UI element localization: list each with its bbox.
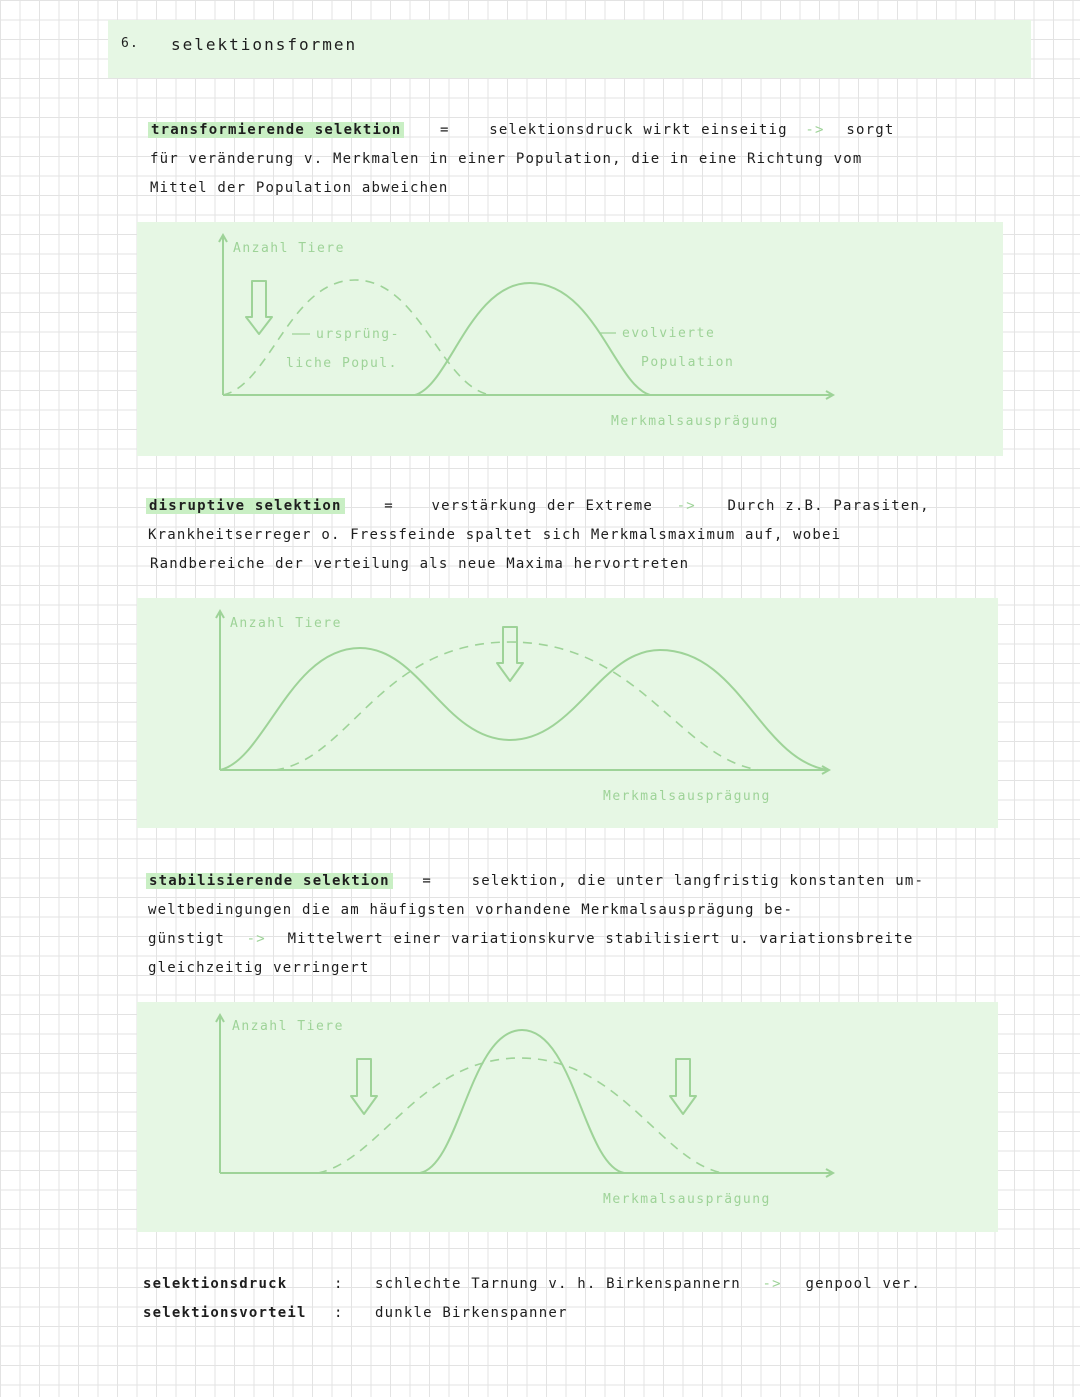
stabilizing-line-2: weltbedingungen die am häufigsten vorhandene Merkmalsausprägung be- [148,902,794,918]
definition-text-end: sorgt [846,122,895,138]
footer-druck-end: genpool ver. [805,1276,921,1292]
evolved-label-1: evolvierte [622,326,716,341]
y-axis-label: Anzahl Tiere [232,1019,344,1034]
y-axis-label: Anzahl Tiere [233,241,345,256]
transform-line-2: für veränderung v. Merkmalen in einer Population, die in eine Richtung vom [150,151,863,167]
original-label-2: liche Popul. [286,356,398,371]
arrow-right-icon: -> [246,931,266,947]
definition-text: verstärkung der Extreme [431,498,653,514]
definition-text: selektion, die unter langfristig konstanten um- [471,873,925,889]
footer-vorteil-text: dunkle Birkenspanner [375,1305,568,1321]
evolved-label-2: Population [641,355,735,370]
diagram-2-band [137,598,998,828]
footer-label-vorteil: selektionsvorteil [143,1305,307,1321]
stabilizing-text-a: günstigt [148,931,226,947]
stabilizing-line-4: gleichzeitig verringert [148,960,370,976]
x-axis-label: Merkmalsausprägung [611,414,779,429]
disruptive-line-1 [146,498,930,514]
footer-sep-2: : [334,1305,344,1321]
y-axis-label: Anzahl Tiere [230,616,342,631]
definition-text-end: Durch z.B. Parasiten, [727,498,930,514]
arrow-right-icon: -> [676,498,696,514]
definition-text: selektionsdruck wirkt einseitig [489,122,788,138]
page-title: selektionsformen [171,35,358,54]
equals-sign: = [440,122,450,138]
equals-sign: = [422,873,432,889]
x-axis-label: Merkmalsausprägung [603,1192,771,1207]
stabilizing-line-1 [146,873,924,889]
footer-text-1 [375,1276,921,1292]
disruptive-line-2: Krankheitserreger o. Fressfeinde spaltet sich Merkmalsmaximum auf, wobei [148,527,842,543]
equals-sign: = [384,498,394,514]
term-stabilisierend: stabilisierende selektion [146,873,393,889]
arrow-right-icon: -> [805,122,825,138]
term-disruptiv: disruptive selektion [146,498,345,514]
footer-sep-1: : [334,1276,344,1292]
footer-druck-text: schlechte Tarnung v. h. Birkenspannern [375,1276,741,1292]
disruptive-line-3: Randbereiche der verteilung als neue Maxima hervortreten [150,556,690,572]
term-transformierend: transformierende selektion [148,122,404,138]
section-number: 6. [121,36,140,51]
arrow-right-icon: -> [762,1276,782,1292]
transform-line-3: Mittel der Population abweichen [150,180,449,196]
x-axis-label: Merkmalsausprägung [603,789,771,804]
stabilizing-text-b: Mittelwert einer variationskurve stabilisiert u. variationsbreite [287,931,914,947]
original-label-1: ursprüng- [316,327,400,342]
stabilizing-line-3 [148,931,913,947]
transform-line-1 [148,122,894,138]
diagram-3-band [137,1002,998,1232]
footer-label-druck: selektionsdruck [143,1276,288,1292]
diagram-1-band [137,222,1003,456]
